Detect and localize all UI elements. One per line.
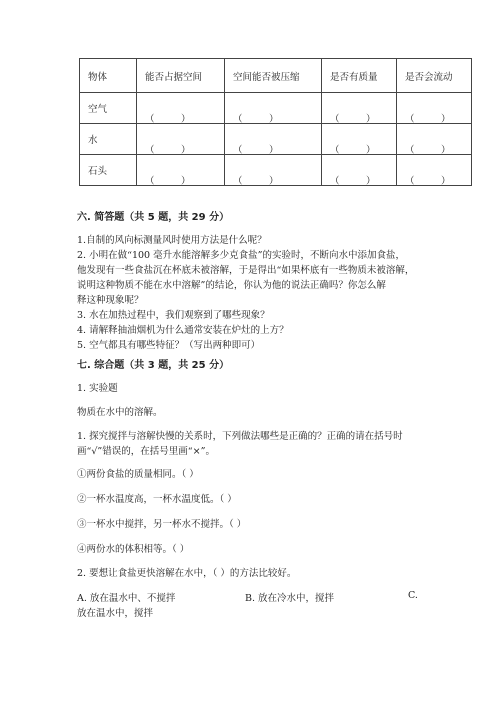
question-line: 3. 水在加热过程中，我们观察到了哪些现象？ — [77, 310, 270, 321]
table-header-row — [80, 59, 472, 93]
row-label-air: 空气 — [80, 93, 137, 124]
table-row — [80, 124, 472, 155]
answer-blank[interactable]: （ ） — [322, 155, 397, 186]
judgement-item[interactable]: ②一杯水温度高，一杯水温度低。（ ） — [77, 494, 237, 505]
answer-blank[interactable]: （ ） — [225, 155, 322, 186]
header-has-mass: 是否有质量 — [322, 59, 397, 93]
judgement-item[interactable]: ③一杯水中搅拌，另一杯水不搅拌。（ ） — [77, 519, 247, 530]
judgement-item[interactable]: ①两份食盐的质量相同。（ ） — [77, 469, 199, 480]
question-line: 他发现有一些食盐沉在杯底未被溶解，于是得出“如果杯底有一些物质未被溶解， — [77, 265, 415, 276]
question-line: 2. 小明在做“100 毫升水能溶解多少克食盐”的实验时，不断向水中添加食盐， — [77, 250, 405, 261]
header-flows: 是否会流动 — [397, 59, 472, 93]
answer-blank[interactable]: （ ） — [137, 124, 225, 155]
question-line: 画“√”错误的，在括号里画“×”。 — [77, 446, 215, 457]
answer-blank[interactable]: （ ） — [397, 93, 472, 124]
row-label-stone: 石头 — [80, 155, 137, 186]
question-2: 2. 要想让食盐更快溶解在水中，（ ）的方法比较好。 — [77, 568, 297, 579]
header-occupy-space: 能否占据空间 — [137, 59, 225, 93]
answer-blank[interactable]: （ ） — [397, 124, 472, 155]
question-line: 1.自制的风向标测量风时使用方法是什么呢？ — [77, 235, 267, 246]
properties-table — [79, 58, 472, 186]
answer-blank[interactable]: （ ） — [137, 155, 225, 186]
header-object: 物体 — [80, 59, 137, 93]
question-line: 说明这种物质不能在水中溶解”的结论，你认为他的说法正确吗？你怎么解 — [77, 280, 386, 291]
experiment-intro: 物质在水中的溶解。 — [77, 407, 163, 418]
answer-blank[interactable]: （ ） — [137, 93, 225, 124]
answer-blank[interactable]: （ ） — [322, 93, 397, 124]
answer-blank[interactable]: （ ） — [225, 124, 322, 155]
table-row — [80, 93, 472, 124]
answer-blank[interactable]: （ ） — [397, 155, 472, 186]
question-line: 4. 请解释抽油烟机为什么通常安装在炉灶的上方？ — [77, 325, 289, 336]
option-c-text: 放在温水中，搅拌 — [77, 608, 154, 619]
table-row — [80, 155, 472, 186]
section-7-title: 七. 综合题（共 3 题，共 25 分） — [77, 360, 230, 371]
question-line: 5. 空气都具有哪些特征？（写出两种即可） — [77, 340, 261, 351]
answer-blank[interactable]: （ ） — [225, 93, 322, 124]
row-label-water: 水 — [80, 124, 137, 155]
option-a[interactable]: A. 放在温水中、不搅拌 — [77, 593, 176, 604]
judgement-item[interactable]: ④两份水的体积相等。（ ） — [77, 544, 190, 555]
question-line: 1. 探究搅拌与溶解快慢的关系时，下列做法哪些是正确的？正确的请在括号时 — [77, 431, 403, 442]
header-compressible: 空间能否被压缩 — [225, 59, 322, 93]
question-line: 释这种现象呢？ — [77, 295, 144, 306]
experiment-label: 1. 实验题 — [77, 383, 118, 394]
option-c[interactable]: C. — [408, 590, 418, 601]
option-b[interactable]: B. 放在冷水中，搅拌 — [245, 593, 335, 604]
answer-blank[interactable]: （ ） — [322, 124, 397, 155]
section-6-title: 六. 简答题（共 5 题，共 29 分） — [77, 212, 230, 223]
